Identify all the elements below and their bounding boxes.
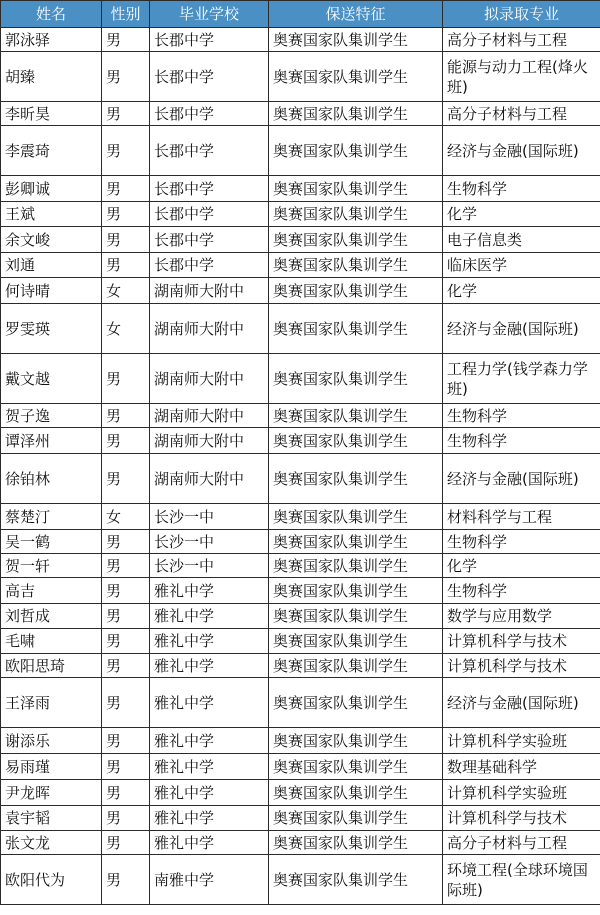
header-row bbox=[1, 1, 600, 28]
cell-name: 李昕昊 bbox=[1, 102, 102, 126]
cell-school: 长郡中学 bbox=[150, 202, 269, 227]
cell-major: 经济与金融(国际班) bbox=[443, 126, 600, 176]
cell-school: 雅礼中学 bbox=[150, 654, 269, 678]
cell-gender: 男 bbox=[102, 855, 150, 905]
cell-feature: 奥赛国家队集训学生 bbox=[269, 428, 443, 454]
cell-name: 袁宇韬 bbox=[1, 806, 102, 831]
table-row bbox=[1, 504, 600, 530]
cell-gender: 女 bbox=[102, 504, 150, 530]
cell-feature: 奥赛国家队集训学生 bbox=[269, 530, 443, 554]
table-row bbox=[1, 678, 600, 728]
cell-name: 何诗晴 bbox=[1, 278, 102, 304]
cell-name: 贺子逸 bbox=[1, 404, 102, 428]
table-row bbox=[1, 530, 600, 554]
cell-feature: 奥赛国家队集训学生 bbox=[269, 629, 443, 654]
table-row bbox=[1, 428, 600, 454]
cell-name: 吴一鹤 bbox=[1, 530, 102, 554]
cell-major: 计算机科学实验班 bbox=[443, 728, 600, 754]
cell-major: 计算机科学与技术 bbox=[443, 629, 600, 654]
cell-school: 南雅中学 bbox=[150, 855, 269, 905]
table-row bbox=[1, 102, 600, 126]
table-row bbox=[1, 654, 600, 678]
cell-major: 计算机科学实验班 bbox=[443, 780, 600, 806]
cell-major: 生物科学 bbox=[443, 176, 600, 202]
cell-feature: 奥赛国家队集训学生 bbox=[269, 28, 443, 52]
cell-gender: 男 bbox=[102, 678, 150, 728]
cell-name: 刘哲成 bbox=[1, 604, 102, 629]
cell-feature: 奥赛国家队集训学生 bbox=[269, 678, 443, 728]
header-feature: 保送特征 bbox=[269, 1, 443, 28]
cell-feature: 奥赛国家队集训学生 bbox=[269, 404, 443, 428]
cell-feature: 奥赛国家队集训学生 bbox=[269, 831, 443, 855]
table-row bbox=[1, 126, 600, 176]
cell-name: 高吉 bbox=[1, 578, 102, 604]
cell-major: 数学与应用数学 bbox=[443, 604, 600, 629]
cell-feature: 奥赛国家队集训学生 bbox=[269, 354, 443, 404]
cell-school: 长郡中学 bbox=[150, 126, 269, 176]
table-row bbox=[1, 52, 600, 102]
cell-name: 李震琦 bbox=[1, 126, 102, 176]
cell-school: 长郡中学 bbox=[150, 253, 269, 278]
cell-school: 雅礼中学 bbox=[150, 629, 269, 654]
cell-feature: 奥赛国家队集训学生 bbox=[269, 554, 443, 578]
cell-gender: 男 bbox=[102, 806, 150, 831]
cell-name: 彭卿诚 bbox=[1, 176, 102, 202]
cell-gender: 男 bbox=[102, 530, 150, 554]
cell-feature: 奥赛国家队集训学生 bbox=[269, 202, 443, 227]
table-row bbox=[1, 578, 600, 604]
table-row bbox=[1, 404, 600, 428]
cell-gender: 男 bbox=[102, 102, 150, 126]
cell-major: 材料科学与工程 bbox=[443, 504, 600, 530]
cell-feature: 奥赛国家队集训学生 bbox=[269, 278, 443, 304]
cell-feature: 奥赛国家队集训学生 bbox=[269, 604, 443, 629]
header-name: 姓名 bbox=[1, 1, 102, 28]
cell-feature: 奥赛国家队集训学生 bbox=[269, 654, 443, 678]
cell-name: 张文龙 bbox=[1, 831, 102, 855]
cell-gender: 男 bbox=[102, 578, 150, 604]
cell-feature: 奥赛国家队集训学生 bbox=[269, 176, 443, 202]
cell-school: 长沙一中 bbox=[150, 554, 269, 578]
cell-gender: 男 bbox=[102, 454, 150, 504]
cell-major: 经济与金融(国际班) bbox=[443, 454, 600, 504]
cell-school: 雅礼中学 bbox=[150, 728, 269, 754]
cell-gender: 男 bbox=[102, 629, 150, 654]
cell-feature: 奥赛国家队集训学生 bbox=[269, 578, 443, 604]
table-row bbox=[1, 855, 600, 905]
cell-school: 雅礼中学 bbox=[150, 604, 269, 629]
table-row bbox=[1, 304, 600, 354]
cell-gender: 男 bbox=[102, 52, 150, 102]
cell-major: 电子信息类 bbox=[443, 227, 600, 253]
cell-feature: 奥赛国家队集训学生 bbox=[269, 304, 443, 354]
cell-school: 长郡中学 bbox=[150, 176, 269, 202]
cell-school: 湖南师大附中 bbox=[150, 454, 269, 504]
cell-name: 王斌 bbox=[1, 202, 102, 227]
cell-school: 雅礼中学 bbox=[150, 806, 269, 831]
cell-major: 生物科学 bbox=[443, 428, 600, 454]
cell-gender: 男 bbox=[102, 780, 150, 806]
cell-feature: 奥赛国家队集训学生 bbox=[269, 504, 443, 530]
cell-major: 临床医学 bbox=[443, 253, 600, 278]
table-row bbox=[1, 454, 600, 504]
table-row bbox=[1, 754, 600, 780]
cell-major: 工程力学(钱学森力学班) bbox=[443, 354, 600, 404]
table-row bbox=[1, 728, 600, 754]
cell-name: 刘通 bbox=[1, 253, 102, 278]
cell-major: 能源与动力工程(烽火班) bbox=[443, 52, 600, 102]
cell-name: 毛啸 bbox=[1, 629, 102, 654]
cell-school: 长郡中学 bbox=[150, 102, 269, 126]
cell-gender: 男 bbox=[102, 28, 150, 52]
cell-major: 化学 bbox=[443, 202, 600, 227]
cell-name: 谭泽州 bbox=[1, 428, 102, 454]
cell-gender: 男 bbox=[102, 754, 150, 780]
cell-feature: 奥赛国家队集训学生 bbox=[269, 806, 443, 831]
table-row bbox=[1, 629, 600, 654]
cell-school: 长郡中学 bbox=[150, 52, 269, 102]
cell-gender: 男 bbox=[102, 227, 150, 253]
cell-school: 长郡中学 bbox=[150, 28, 269, 52]
table-row bbox=[1, 604, 600, 629]
cell-gender: 男 bbox=[102, 428, 150, 454]
cell-major: 环境工程(全球环境国际班) bbox=[443, 855, 600, 905]
cell-feature: 奥赛国家队集训学生 bbox=[269, 227, 443, 253]
cell-gender: 男 bbox=[102, 202, 150, 227]
header-major: 拟录取专业 bbox=[443, 1, 600, 28]
cell-gender: 男 bbox=[102, 831, 150, 855]
table-row bbox=[1, 227, 600, 253]
cell-major: 数理基础科学 bbox=[443, 754, 600, 780]
table-row bbox=[1, 253, 600, 278]
cell-gender: 男 bbox=[102, 354, 150, 404]
cell-major: 计算机科学与技术 bbox=[443, 654, 600, 678]
cell-name: 胡臻 bbox=[1, 52, 102, 102]
cell-feature: 奥赛国家队集训学生 bbox=[269, 728, 443, 754]
cell-major: 化学 bbox=[443, 278, 600, 304]
cell-feature: 奥赛国家队集训学生 bbox=[269, 126, 443, 176]
cell-major: 生物科学 bbox=[443, 578, 600, 604]
cell-school: 雅礼中学 bbox=[150, 831, 269, 855]
cell-school: 湖南师大附中 bbox=[150, 428, 269, 454]
cell-gender: 男 bbox=[102, 554, 150, 578]
header-gender: 性别 bbox=[102, 1, 150, 28]
cell-gender: 女 bbox=[102, 304, 150, 354]
cell-name: 欧阳代为 bbox=[1, 855, 102, 905]
cell-school: 雅礼中学 bbox=[150, 578, 269, 604]
cell-name: 尹龙晖 bbox=[1, 780, 102, 806]
table-row bbox=[1, 780, 600, 806]
cell-gender: 男 bbox=[102, 126, 150, 176]
cell-major: 生物科学 bbox=[443, 530, 600, 554]
cell-major: 化学 bbox=[443, 554, 600, 578]
cell-school: 湖南师大附中 bbox=[150, 304, 269, 354]
cell-gender: 男 bbox=[102, 654, 150, 678]
cell-name: 贺一轩 bbox=[1, 554, 102, 578]
cell-gender: 男 bbox=[102, 253, 150, 278]
cell-name: 郭泳驿 bbox=[1, 28, 102, 52]
table-row bbox=[1, 831, 600, 855]
cell-major: 生物科学 bbox=[443, 404, 600, 428]
cell-school: 长沙一中 bbox=[150, 530, 269, 554]
cell-school: 湖南师大附中 bbox=[150, 278, 269, 304]
cell-major: 经济与金融(国际班) bbox=[443, 678, 600, 728]
cell-name: 谢添乐 bbox=[1, 728, 102, 754]
cell-feature: 奥赛国家队集训学生 bbox=[269, 102, 443, 126]
header-school: 毕业学校 bbox=[150, 1, 269, 28]
cell-feature: 奥赛国家队集训学生 bbox=[269, 780, 443, 806]
cell-major: 计算机科学与技术 bbox=[443, 806, 600, 831]
cell-name: 戴文越 bbox=[1, 354, 102, 404]
cell-major: 经济与金融(国际班) bbox=[443, 304, 600, 354]
cell-major: 高分子材料与工程 bbox=[443, 831, 600, 855]
table-row bbox=[1, 554, 600, 578]
cell-feature: 奥赛国家队集训学生 bbox=[269, 754, 443, 780]
cell-name: 蔡楚汀 bbox=[1, 504, 102, 530]
cell-gender: 男 bbox=[102, 176, 150, 202]
cell-major: 高分子材料与工程 bbox=[443, 102, 600, 126]
cell-gender: 男 bbox=[102, 728, 150, 754]
cell-school: 雅礼中学 bbox=[150, 780, 269, 806]
cell-feature: 奥赛国家队集训学生 bbox=[269, 855, 443, 905]
cell-name: 王泽雨 bbox=[1, 678, 102, 728]
cell-school: 长沙一中 bbox=[150, 504, 269, 530]
cell-school: 湖南师大附中 bbox=[150, 404, 269, 428]
cell-school: 雅礼中学 bbox=[150, 754, 269, 780]
table-row bbox=[1, 354, 600, 404]
table-row bbox=[1, 176, 600, 202]
table-row bbox=[1, 28, 600, 52]
cell-feature: 奥赛国家队集训学生 bbox=[269, 454, 443, 504]
table-row bbox=[1, 278, 600, 304]
cell-major: 高分子材料与工程 bbox=[443, 28, 600, 52]
cell-gender: 女 bbox=[102, 278, 150, 304]
cell-name: 欧阳思琦 bbox=[1, 654, 102, 678]
cell-name: 罗雯瑛 bbox=[1, 304, 102, 354]
cell-school: 湖南师大附中 bbox=[150, 354, 269, 404]
cell-feature: 奥赛国家队集训学生 bbox=[269, 52, 443, 102]
cell-name: 易雨瑾 bbox=[1, 754, 102, 780]
cell-name: 徐铂林 bbox=[1, 454, 102, 504]
cell-feature: 奥赛国家队集训学生 bbox=[269, 253, 443, 278]
cell-school: 长郡中学 bbox=[150, 227, 269, 253]
cell-gender: 男 bbox=[102, 604, 150, 629]
cell-name: 余文峻 bbox=[1, 227, 102, 253]
table-row bbox=[1, 202, 600, 227]
cell-gender: 男 bbox=[102, 404, 150, 428]
cell-school: 雅礼中学 bbox=[150, 678, 269, 728]
table-row bbox=[1, 806, 600, 831]
